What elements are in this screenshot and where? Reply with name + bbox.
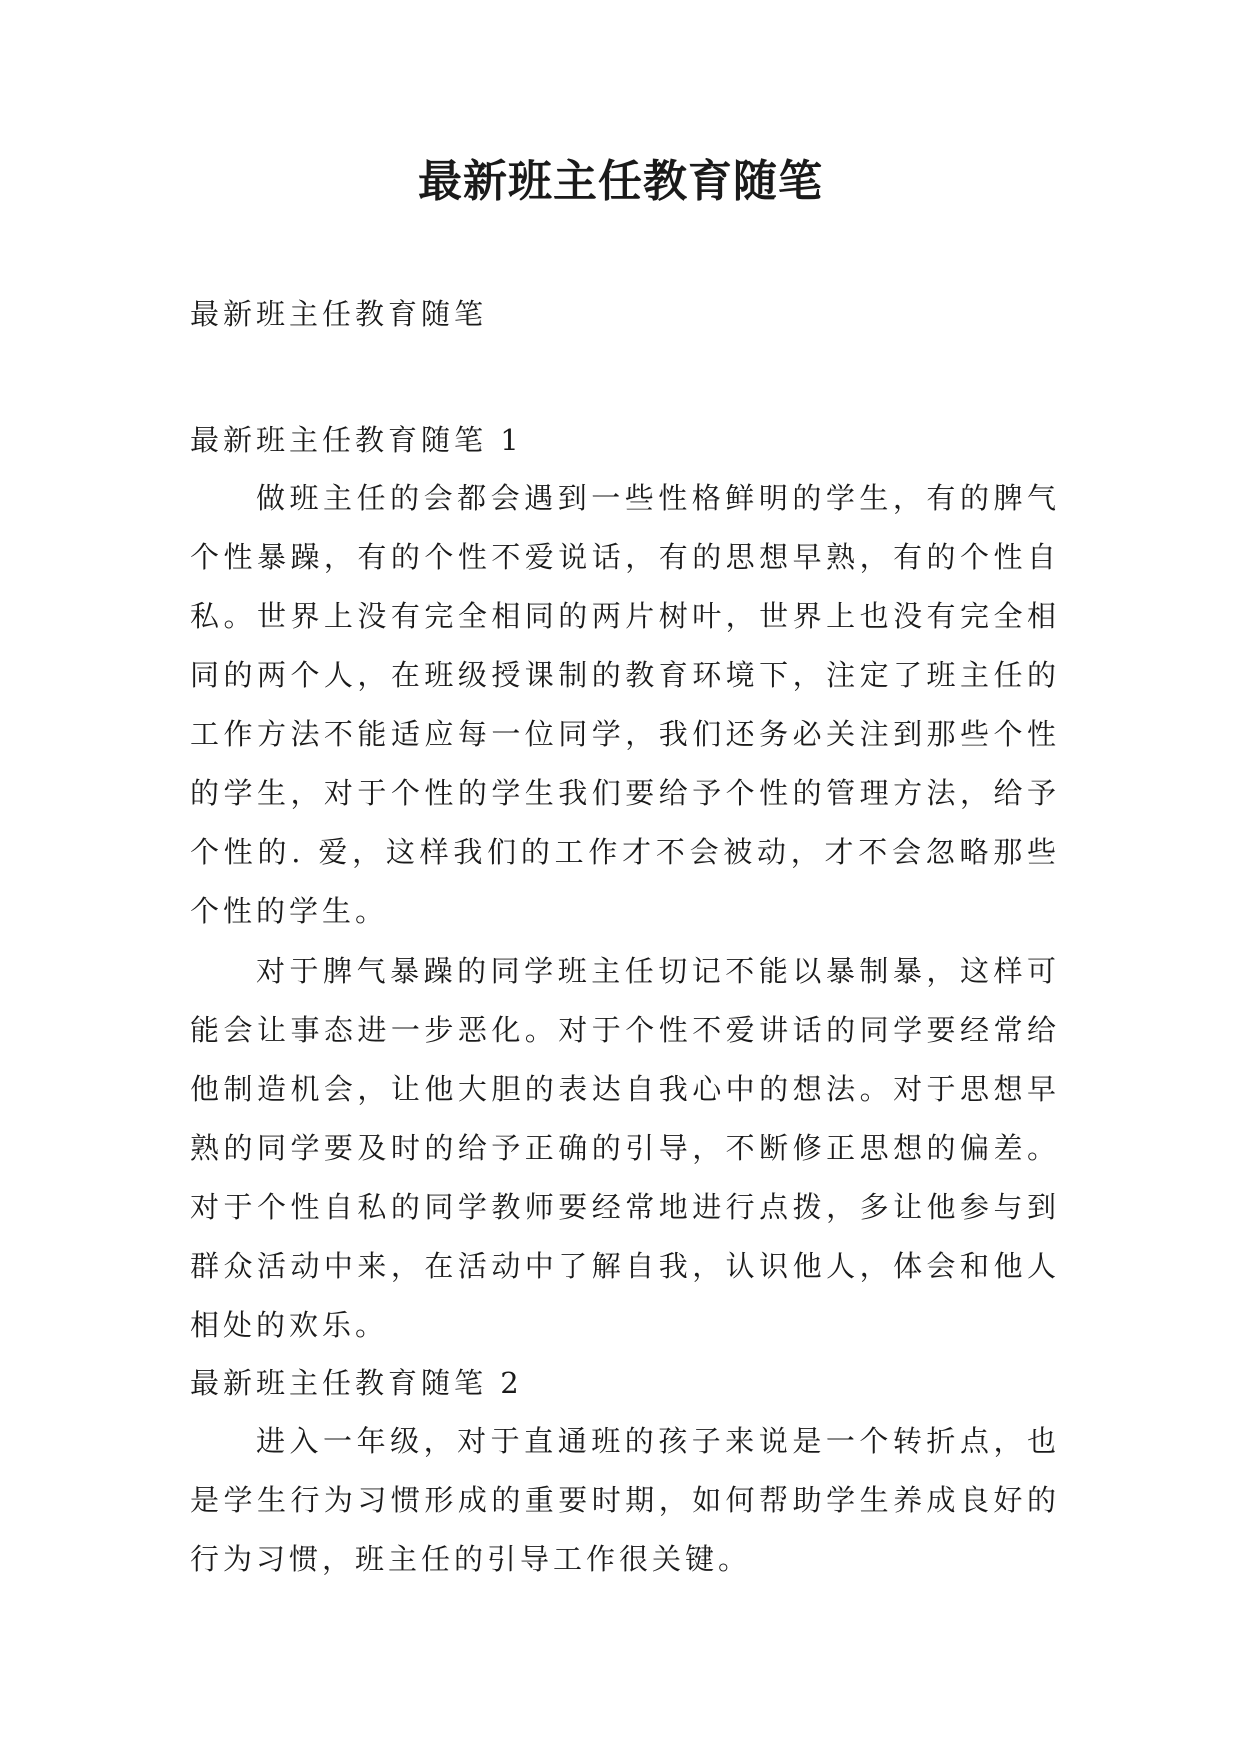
document-title: 最新班主任教育随笔: [418, 156, 823, 207]
section-heading-1: 最新班主任教育随笔 1: [190, 423, 523, 457]
section-1-paragraph-1: 做班主任的会都会遇到一些性格鲜明的学生，有的脾气个性暴躁，有的个性不爱说话，有的思想早熟，有的个性自私。世界上没有完全相同的两片树叶，世界上也没有完全相同的两个人，在班级授课制的教育环境下，注定了班主任的工作方法不能适应每一位同学，我们还务必关注到那些个性的学生，对于个性的学生我们要给予个性的管理方法，给予个性的. 爱，这样我们的工作才不会被动，才不会忽略那些个性的学生。: [190, 481, 1060, 928]
section-heading-2: 最新班主任教育随笔 2: [190, 1366, 523, 1400]
section-1-paragraph-2: 对于脾气暴躁的同学班主任切记不能以暴制暴，这样可能会让事态进一步恶化。对于个性不爱讲话的同学要经常给他制造机会，让他大胆的表达自我心中的想法。对于思想早熟的同学要及时的给予正确的引导，不断修正思想的偏差。对于个性自私的同学教师要经常地进行点拨，多让他参与到群众活动中来，在活动中了解自我，认识他人，体会和他人相处的欢乐。: [190, 954, 1060, 1342]
section-2-paragraph-1: 进入一年级，对于直通班的孩子来说是一个转折点，也是学生行为习惯形成的重要时期，如何帮助学生养成良好的行为习惯，班主任的引导工作很关键。: [190, 1424, 1060, 1576]
document-subtitle: 最新班主任教育随笔: [190, 297, 488, 331]
document-body: [190, 290, 1060, 1589]
